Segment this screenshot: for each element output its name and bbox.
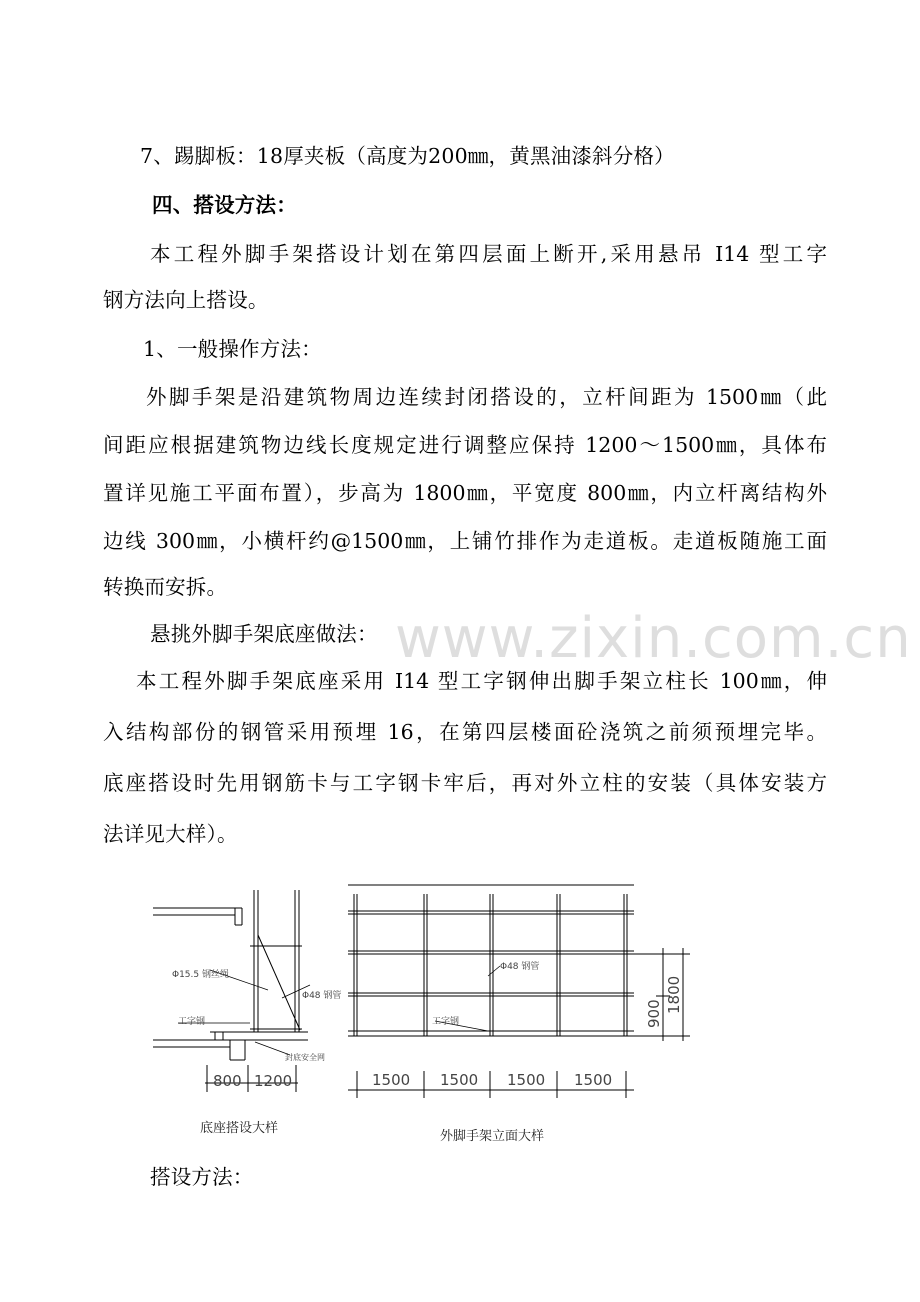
paragraph-line: 入结构部份的钢管采用预埋 16，在第四层楼面砼浇筑之前须预埋完毕。 (103, 720, 827, 744)
paragraph-line: 外脚手架是沿建筑物周边连续封闭搭设的，立杆间距为 1500㎜（此 (146, 385, 827, 409)
i-beam-label: 工字钢 (178, 1017, 206, 1027)
dimension-1500: 1500 (507, 1071, 546, 1089)
elevation-detail-drawing (340, 876, 700, 1106)
safety-net-label: 封底安全网 (285, 1053, 325, 1062)
dimension-1500: 1500 (574, 1071, 613, 1089)
subsection-heading: 悬挑外脚手架底座做法： (150, 622, 378, 646)
section-heading-4: 四、搭设方法： (152, 193, 297, 217)
paragraph-line: 钢方法向上搭设。 (103, 288, 269, 312)
wire-rope-label: Φ15.5 钢丝绳 (172, 970, 229, 980)
watermark: www.zixin.com.cn (395, 606, 912, 671)
dimension-900: 900 (645, 999, 663, 1028)
paragraph-line: 法详见大样）。 (103, 822, 238, 846)
paragraph-line: 转换而安拆。 (103, 575, 228, 599)
paragraph-line: 间距应根据建筑物边线长度规定进行调整应保持 1200～1500㎜，具体布 (103, 433, 827, 457)
base-detail-caption: 底座搭设大样 (200, 1121, 279, 1136)
paragraph-line: 边线 300㎜，小横杆约@1500㎜，上铺竹排作为走道板。走道板随施工面 (103, 529, 827, 553)
dimension-800: 800 (213, 1072, 242, 1090)
dimension-1500: 1500 (440, 1071, 479, 1089)
steel-pipe-label: Φ48 钢管 (500, 962, 540, 972)
dimension-1200: 1200 (254, 1072, 293, 1090)
paragraph-item-7: 7、踢脚板：18厚夹板（高度为200㎜，黄黑油漆斜分格） (140, 144, 675, 168)
dimension-1500: 1500 (372, 1071, 411, 1089)
dimension-1800: 1800 (665, 975, 683, 1014)
paragraph-line: 本工程外脚手架底座采用 I14 型工字钢伸出脚手架立柱长 100㎜，伸 (136, 669, 827, 693)
steel-pipe-label: Φ48 钢管 (302, 991, 342, 1001)
subsection-heading: 搭设方法： (150, 1165, 254, 1189)
base-detail-drawing (150, 880, 342, 1110)
paragraph-line: 置详见施工平面布置），步高为 1800㎜，平宽度 800㎜，内立杆离结构外 (103, 481, 827, 505)
elevation-detail-caption: 外脚手架立面大样 (440, 1129, 545, 1144)
paragraph-line: 底座搭设时先用钢筋卡与工字钢卡牢后，再对外立柱的安装（具体安装方 (103, 771, 827, 795)
subsection-heading-1: 1、一般操作方法： (143, 337, 322, 361)
paragraph-line: 本工程外脚手架搭设计划在第四层面上断开,采用悬吊 I14 型工字 (150, 242, 827, 266)
i-beam-label: 工字钢 (432, 1017, 460, 1027)
